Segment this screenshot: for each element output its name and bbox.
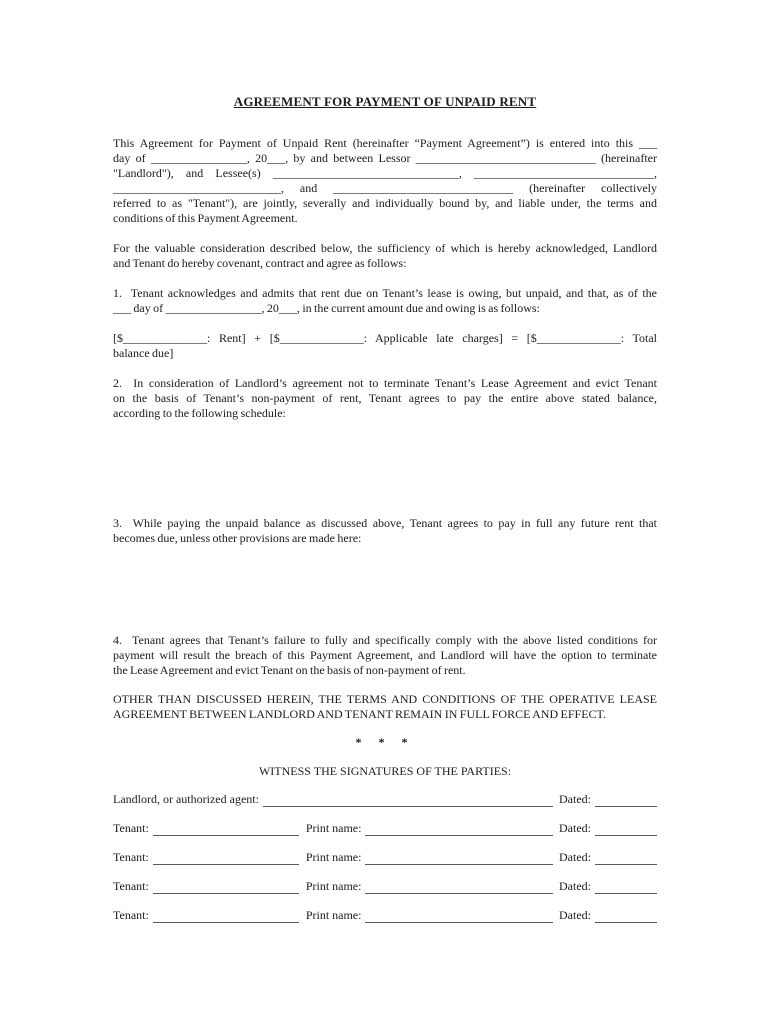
print-name-label: Print name:: [305, 821, 362, 835]
paragraph-line: For the valuable consideration described below, the sufficiency of which is hereby acknowledged, Landlord: [113, 241, 657, 255]
tenant-date-line: [595, 851, 657, 865]
paragraph-line: "Landlord"), and Lessee(s) _______________________________, ______________________________,: [113, 166, 657, 180]
landlord-signature-line: [263, 793, 553, 807]
paragraph-line: ____________________________, and ______________________________ (hereinafter collectively: [113, 181, 657, 195]
tenant-signature-line: [153, 909, 299, 923]
dated-label: Dated:: [559, 792, 591, 806]
tenant-date-line: [595, 909, 657, 923]
tenant-signature-row-4: [113, 908, 657, 923]
paragraph-line: conditions of this Payment Agreement.: [113, 211, 298, 225]
tenant-signature-row-1: [113, 821, 657, 836]
paragraph-line: payment will result the breach of this Payment Agreement, and Landlord will have the option to terminate: [113, 648, 657, 662]
tenant-label: Tenant:: [113, 821, 149, 835]
paragraph-line: 3. While paying the unpaid balance as discussed above, Tenant agrees to pay in full any future rent that: [113, 516, 657, 530]
tenant-date-line: [595, 880, 657, 894]
tenant-date-line: [595, 822, 657, 836]
paragraph-line: balance due]: [113, 346, 174, 360]
tenant-signature-row-2: [113, 850, 657, 865]
document-title: AGREEMENT FOR PAYMENT OF UNPAID RENT: [233, 94, 537, 109]
paragraph-line: according to the following schedule:: [113, 406, 286, 420]
print-name-label: Print name:: [305, 908, 362, 922]
tenant-print-name-line: [365, 822, 553, 836]
tenant-print-name-line: [365, 851, 553, 865]
item-4-paragraph: [113, 633, 657, 678]
landlord-date-line: [595, 793, 657, 807]
item-2-paragraph: [113, 376, 657, 421]
paragraph-line: [$______________: Rent] + [$______________: Applicable late charges] = [$______________: Total: [113, 331, 657, 345]
witness-heading: WITNESS THE SIGNATURES OF THE PARTIES:: [258, 764, 512, 778]
operative-lease-paragraph: [113, 692, 657, 722]
tenant-signature-line: [153, 851, 299, 865]
consideration-paragraph: [113, 241, 657, 271]
item-3-paragraph: [113, 516, 657, 546]
dated-label: Dated:: [559, 850, 591, 864]
paragraph-line: day of ________________, 20___, by and between Lessor ______________________________ (hereinafter: [113, 151, 657, 165]
item-1-paragraph: [113, 286, 657, 316]
paragraph-line: and Tenant do hereby covenant, contract and agree as follows:: [113, 256, 407, 270]
paragraph-line: 2. In consideration of Landlord’s agreement not to terminate Tenant’s Lease Agreement and evict Tenant: [113, 376, 657, 390]
paragraph-line: 4. Tenant agrees that Tenant’s failure to fully and specifically comply with the above listed conditions for: [113, 633, 657, 647]
paragraph-line: on the basis of Tenant’s non-payment of rent, Tenant agrees to pay the entire above stated balance,: [113, 391, 657, 405]
landlord-signature-row: [113, 792, 657, 807]
tenant-signature-row-3: [113, 879, 657, 894]
section-separator-stars: * * *: [355, 735, 415, 749]
amounts-formula-paragraph: [113, 331, 657, 361]
paragraph-line: becomes due, unless other provisions are made here:: [113, 531, 362, 545]
paragraph-line: referred to as "Tenant"), are jointly, severally and individually bound by, and liable under, the terms and: [113, 196, 657, 210]
dated-label: Dated:: [559, 821, 591, 835]
tenant-label: Tenant:: [113, 908, 149, 922]
tenant-print-name-line: [365, 909, 553, 923]
paragraph-line: OTHER THAN DISCUSSED HEREIN, THE TERMS AND CONDITIONS OF THE OPERATIVE LEASE: [113, 692, 657, 706]
paragraph-line: the Lease Agreement and evict Tenant on the basis of non-payment of rent.: [113, 663, 466, 677]
dated-label: Dated:: [559, 879, 591, 893]
tenant-print-name-line: [365, 880, 553, 894]
print-name-label: Print name:: [305, 850, 362, 864]
landlord-agent-label: Landlord, or authorized agent:: [113, 792, 259, 806]
tenant-signature-line: [153, 822, 299, 836]
paragraph-line: ___ day of ________________, 20___, in the current amount due and owing is as follows:: [113, 301, 540, 315]
tenant-label: Tenant:: [113, 850, 149, 864]
intro-paragraph: [113, 136, 657, 226]
tenant-label: Tenant:: [113, 879, 149, 893]
print-name-label: Print name:: [305, 879, 362, 893]
paragraph-line: AGREEMENT BETWEEN LANDLORD AND TENANT REMAIN IN FULL FORCE AND EFFECT.: [113, 707, 606, 721]
paragraph-line: This Agreement for Payment of Unpaid Rent (hereinafter “Payment Agreement”) is entered into this ___: [113, 136, 657, 150]
tenant-signature-line: [153, 880, 299, 894]
paragraph-line: 1. Tenant acknowledges and admits that rent due on Tenant’s lease is owing, but unpaid, and that, as of the: [113, 286, 657, 300]
dated-label: Dated:: [559, 908, 591, 922]
